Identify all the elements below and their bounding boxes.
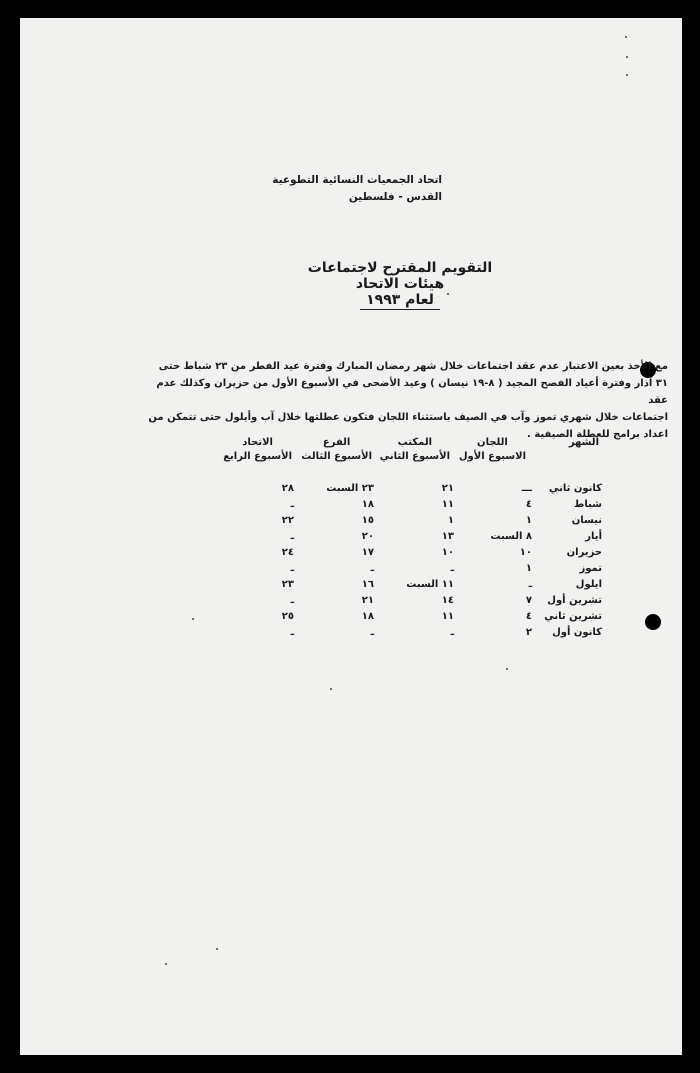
row-committees: ١ (525, 515, 532, 526)
row-month: كانون أول (552, 627, 602, 638)
row-union: ٢٥ (281, 611, 294, 622)
row-month: أيار (585, 531, 602, 542)
row-branch: ـ (370, 627, 374, 638)
header-branch-week: الأسبوع الثالث (301, 451, 372, 462)
row-committees: ٧ (525, 595, 532, 606)
row-branch: ٢١ (361, 595, 374, 606)
table-header (20, 436, 682, 468)
row-committees: ١٠ (519, 547, 532, 558)
header-office (380, 436, 450, 464)
row-committees: ٤ (525, 499, 532, 510)
row-office: ـ (450, 627, 454, 638)
row-month: كانون ثاني (549, 483, 602, 494)
row-committees: ٨ السبت (490, 531, 532, 542)
row-office: ١١ السبت (406, 579, 454, 590)
scan-speck (506, 668, 508, 670)
row-union: ٢٢ (281, 515, 294, 526)
row-office: ١ (447, 515, 454, 526)
header-office-week: الأسبوع الثاني (379, 451, 450, 462)
scan-speck (192, 618, 194, 620)
scan-speck (330, 688, 332, 690)
row-committees: ٤ (525, 611, 532, 622)
row-month: نيسان (571, 515, 602, 526)
row-union: ٢٤ (281, 547, 294, 558)
org-name: اتحاد الجمعيات النسائية التطوعية (272, 174, 442, 186)
punch-hole (645, 614, 661, 630)
row-branch: ١٨ (361, 499, 374, 510)
row-branch: ٢٠ (361, 531, 374, 542)
row-branch: ـ (370, 563, 374, 574)
row-month: شباط (573, 499, 602, 510)
header-committees-title: اللجان (477, 437, 508, 448)
header-committees-week: الاسبوع الأول (458, 451, 526, 462)
scan-speck (626, 74, 628, 76)
header-month: الشهر (568, 437, 599, 448)
row-committees: ـــ (521, 483, 532, 494)
row-office: ١١ (441, 611, 454, 622)
row-union: ـ (290, 595, 294, 606)
title-line-1: التقويم المقترح لاجتماعات (307, 260, 493, 276)
row-office: ١٤ (441, 595, 454, 606)
scan-speck (165, 963, 167, 965)
org-city: القدس - فلسطين (348, 191, 442, 203)
row-union: ـ (290, 531, 294, 542)
row-committees: ـ (528, 579, 532, 590)
row-branch: ١٥ (361, 515, 374, 526)
row-month: تشرين ثاني (544, 611, 602, 622)
header-union-week: الأسبوع الرابع (223, 451, 292, 462)
header-union-title: الاتحاد (242, 437, 273, 448)
title-line-3: لعام ١٩٩٣ (360, 292, 440, 310)
row-month: تشرين أول (547, 595, 602, 606)
row-union: ـ (290, 563, 294, 574)
header-committees (459, 436, 526, 464)
row-branch: ٢٣ السبت (326, 483, 374, 494)
scan-speck (626, 56, 628, 58)
document-page (20, 18, 682, 1055)
row-branch: ١٧ (361, 547, 374, 558)
row-committees: ٢ (525, 627, 532, 638)
document-title (220, 260, 580, 310)
row-union: ٢٣ (281, 579, 294, 590)
row-office: ٢١ (441, 483, 454, 494)
row-branch: ١٨ (361, 611, 374, 622)
row-union: ـ (290, 499, 294, 510)
intro-line: اعداد برامج للعطلة الصيفية . (527, 429, 668, 440)
intro-line: ٣١ آذار وفترة أعياد الفصح المجيد ( ٨-١٩ نيسان ) وعيد الأضحى في الأسبوع الأول من حزيران وكذلك عدم عقد (156, 378, 668, 406)
row-month: حزيران (566, 547, 602, 558)
row-union: ٢٨ (281, 483, 294, 494)
header-branch (301, 436, 372, 464)
row-office: ١١ (441, 499, 454, 510)
row-union: ـ (290, 627, 294, 638)
row-office: ١٠ (441, 547, 454, 558)
row-month: تموز (579, 563, 602, 574)
title-line-2: هيئات الاتحاد (355, 276, 445, 292)
row-committees: ١ (525, 563, 532, 574)
intro-line: مع الأخذ بعين الاعتبار عدم عقد اجتماعات خلال شهر رمضان المبارك وفترة عيد الفطر من ٢٣ شباط حتى (158, 361, 668, 372)
intro-line: اجتماعات خلال شهري تموز وآب في الصيف باستثناء اللجان فتكون عطلتها خلال آب وأيلول حتى تتمكن من (148, 412, 668, 423)
row-month: ايلول (575, 579, 602, 590)
scan-speck (216, 948, 218, 950)
header-union (223, 436, 292, 464)
row-office: ١٣ (441, 531, 454, 542)
row-branch: ١٦ (361, 579, 374, 590)
scan-speck (625, 36, 627, 38)
letterhead (272, 172, 442, 206)
header-branch-title: الفرع (322, 437, 351, 448)
row-office: ـ (450, 563, 454, 574)
header-office-title: المكتب (397, 437, 433, 448)
intro-paragraph (148, 358, 668, 443)
